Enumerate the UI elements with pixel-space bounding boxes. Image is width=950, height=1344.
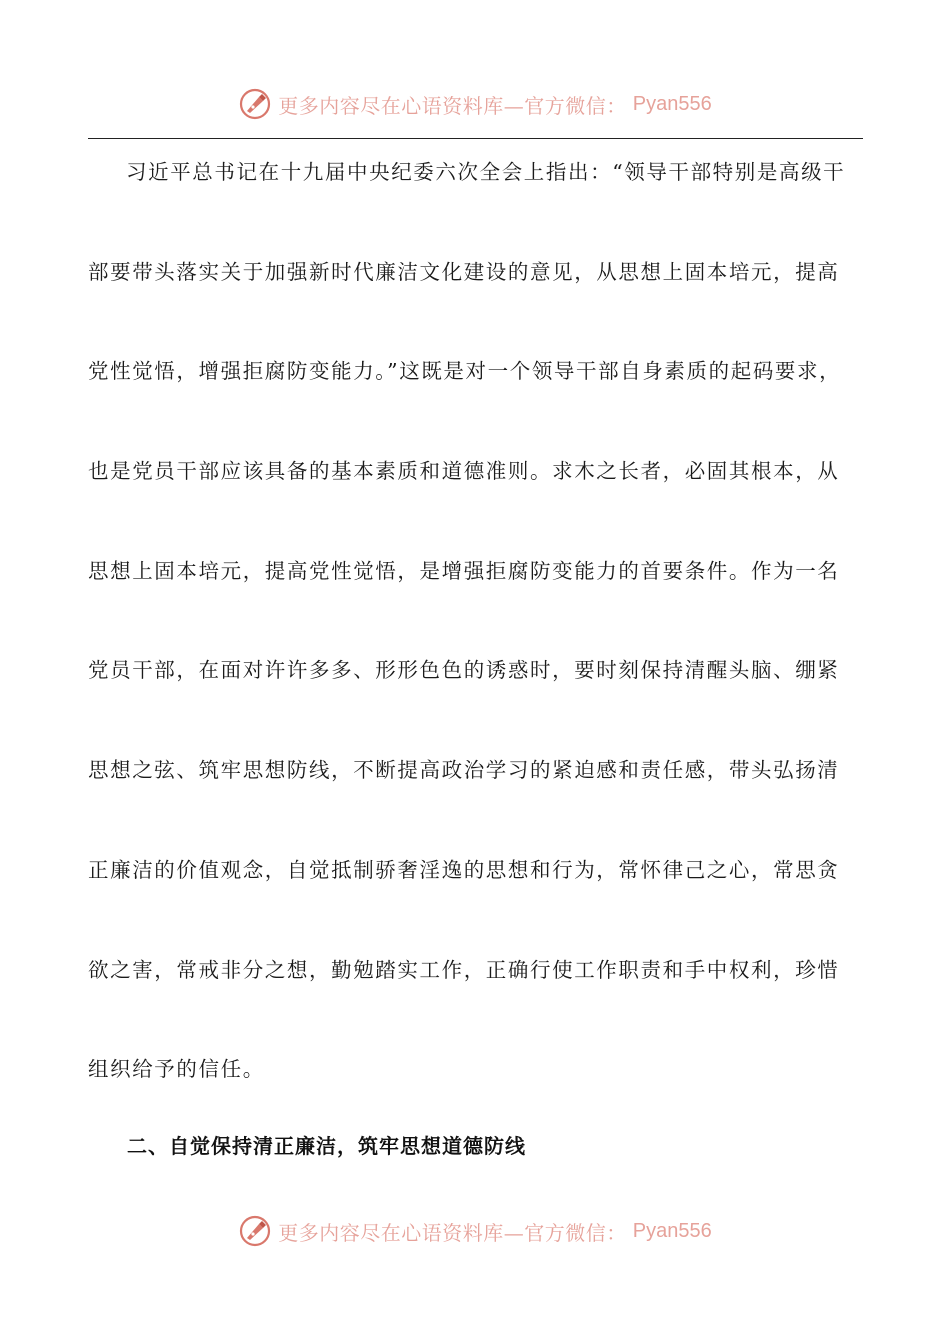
header-divider <box>88 138 863 139</box>
paragraph-line: 正廉洁的价值观念，自觉抵制骄奢淫逸的思想和行为，常怀律己之心，常思贪 <box>88 857 840 882</box>
paragraph-line: 党性觉悟，增强拒腐防变能力。”这既是对一个领导干部自身素质的起码要求， <box>88 359 842 384</box>
pen-nib-logo-icon <box>238 87 272 121</box>
watermark-wechat-id: Pyan556 <box>632 1219 712 1242</box>
header-watermark <box>0 84 950 124</box>
paragraph-line: 思想上固本培元，提高党性觉悟，是增强拒腐防变能力的首要条件。作为一名 <box>88 558 840 583</box>
section-heading: 二、自觉保持清正廉洁，筑牢思想道德防线 <box>127 1134 526 1158</box>
paragraph-line: 思想之弦、筑牢思想防线，不断提高政治学习的紧迫感和责任感，带头弘扬清 <box>88 758 840 783</box>
paragraph-line: 也是党员干部应该具备的基本素质和道德准则。求木之长者，必固其根本，从 <box>88 459 840 484</box>
watermark-wechat-id: Pyan556 <box>632 92 712 115</box>
paragraph-line: 部要带头落实关于加强新时代廉洁文化建设的意见，从思想上固本培元，提高 <box>88 259 840 284</box>
watermark-text: 更多内容尽在心语资料库—官方微信： <box>278 1220 627 1245</box>
watermark-text: 更多内容尽在心语资料库—官方微信： <box>278 93 627 118</box>
paragraph-line: 欲之害，常戒非分之想，勤勉踏实工作，正确行使工作职责和手中权利，珍惜 <box>88 957 840 982</box>
footer-watermark <box>0 1211 950 1251</box>
paragraph-line: 组织给予的信任。 <box>88 1057 265 1082</box>
paragraph-line: 党员干部，在面对许许多多、形形色色的诱惑时，要时刻保持清醒头脑、绷紧 <box>88 658 840 683</box>
paragraph-line: 习近平总书记在十九届中央纪委六次全会上指出：“领导干部特别是高级干 <box>126 160 846 184</box>
pen-nib-logo-icon <box>238 1214 272 1248</box>
body-paragraph <box>88 152 863 1149</box>
